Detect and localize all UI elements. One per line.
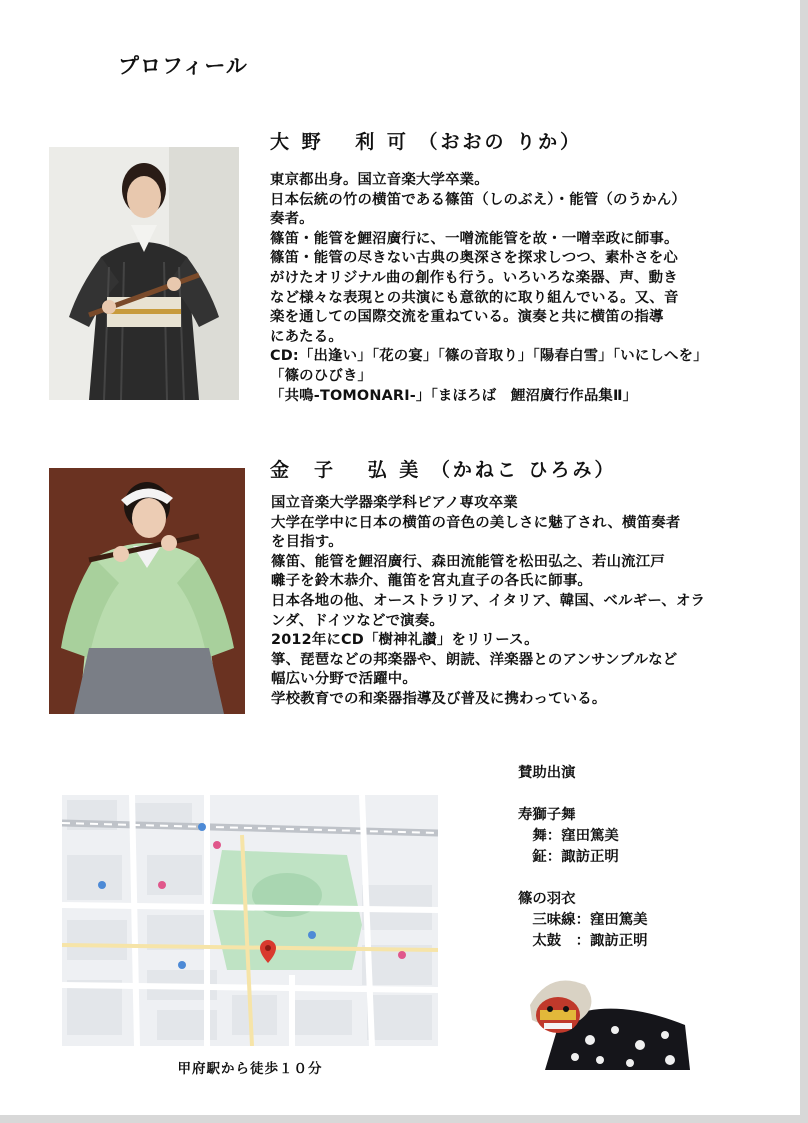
bio-line: 「共鳴-TOMONARI-」「まほろば 鯉沼廣行作品集Ⅱ」	[270, 387, 638, 404]
bio-line: 篠笛、能管を鯉沼廣行、森田流能管を松田弘之、若山流江戸	[271, 553, 665, 570]
access-map	[62, 795, 438, 1046]
piece-role: 三味線：窪田篤美	[518, 912, 648, 928]
bio-line: 日本伝統の竹の横笛である篠笛（しのぶえ）・能管（のうかん）	[270, 191, 686, 208]
piece-title: 篠の羽衣	[518, 891, 576, 907]
bio-line: など様々な表現との共演にも意欲的に取り組んでいる。又、音	[270, 289, 679, 306]
bio-line: 篠笛・能管を鯉沼廣行に、一噌流能管を故・一噌幸政に師事。	[270, 230, 679, 247]
page-edge-right	[800, 0, 808, 1123]
bio-line: 日本各地の他、オーストラリア、イタリア、韓国、ベルギー、オラ	[271, 592, 706, 609]
profile-name-ono: 大 野 利 可 （おおの りか）	[270, 131, 583, 153]
bio-line: 「篠のひびき」	[270, 367, 373, 384]
profile-name-kaneko: 金 子 弘 美 （かねこ ひろみ）	[270, 459, 617, 481]
photo-kaneko	[49, 468, 245, 714]
piece-role: 鉦：諏訪正明	[518, 849, 619, 865]
bio-line: 幅広い分野で活躍中。	[271, 671, 417, 688]
piece-role: 太鼓 ：諏訪正明	[518, 933, 648, 949]
bio-line: 大学在学中に日本の横笛の音色の美しさに魅了され、横笛奏者	[271, 514, 681, 531]
bio-line: 篠笛・能管の尽きない古典の奥深さを探求しつつ、素朴さを心	[270, 250, 678, 267]
page-edge-bottom	[0, 1115, 808, 1123]
bio-line: CD:「出逢い」「花の宴」「篠の音取り」「陽春白雪」「いにしへを」	[270, 348, 708, 365]
map-caption: 甲府駅から徒歩１０分	[177, 1061, 323, 1077]
page-title: プロフィール	[118, 54, 248, 78]
profile-bio-kaneko	[271, 494, 705, 710]
bio-line: 楽を通しての国際交流を重ねている。演奏と共に横笛の指導	[270, 309, 664, 326]
bio-line: 2012年にCD「樹神礼讃」をリリース。	[271, 632, 539, 649]
bio-line: がけたオリジナル曲の創作も行う。いろいろな楽器、声、動き	[270, 269, 678, 286]
bio-line: 箏、琵琶などの邦楽器や、朗読、洋楽器とのアンサンブルなど	[271, 651, 678, 668]
profile-bio-ono	[270, 171, 708, 406]
piece-title: 寿獅子舞	[518, 807, 576, 823]
bio-line: 学校教育での和楽器指導及び普及に携わっている。	[271, 690, 607, 707]
bio-line: を目指す。	[271, 534, 343, 551]
bio-line: 囃子を鈴木恭介、龍笛を宮丸直子の各氏に師事。	[271, 573, 592, 590]
bio-line: 奏者。	[270, 211, 314, 228]
shishi-lion-image	[520, 965, 692, 1075]
bio-line: にあたる。	[270, 328, 343, 345]
bio-line: ンダ、ドイツなどで演奏。	[271, 612, 444, 629]
bio-line: 国立音楽大学器楽学科ピアノ専攻卒業	[271, 495, 518, 511]
support-section	[518, 763, 648, 952]
bio-line: 東京都出身。国立音楽大学卒業。	[270, 172, 489, 188]
photo-ono	[49, 147, 239, 400]
support-heading: 賛助出演	[518, 765, 576, 781]
piece-role: 舞：窪田篤美	[518, 828, 619, 844]
